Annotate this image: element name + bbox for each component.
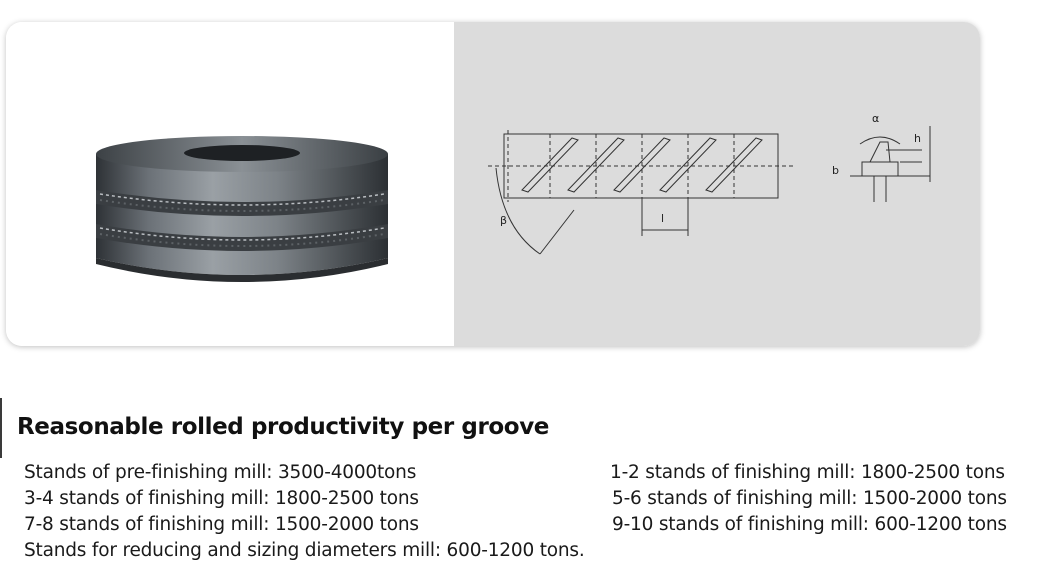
heading-accent-bar [0,398,2,458]
groove-diagram [454,22,980,346]
section-heading: Reasonable rolled productivity per groove [17,414,549,440]
spec-row3-left: 7-8 stands of finishing mill: 1500-2000 tons [24,514,419,535]
label-h: h [914,132,921,145]
product-figure [6,22,980,346]
spec-row3-right: 9-10 stands of finishing mill: 600-1200 tons [612,514,1007,535]
spec-row1-right: 1-2 stands of finishing mill: 1800-2500 tons [610,462,1005,483]
label-b: b [832,164,839,177]
spec-row2-left: 3-4 stands of finishing mill: 1800-2500 tons [24,488,419,509]
spec-row1-left: Stands of pre-finishing mill: 3500-4000tons [24,462,417,483]
roll-ring-photo [6,22,454,346]
label-alpha: α [872,112,880,125]
label-beta: β [500,214,508,227]
spec-row4: Stands for reducing and sizing diameters mill: 600-1200 tons. [24,540,585,561]
spec-row2-right: 5-6 stands of finishing mill: 1500-2000 tons [612,488,1007,509]
label-l: l [661,212,665,225]
